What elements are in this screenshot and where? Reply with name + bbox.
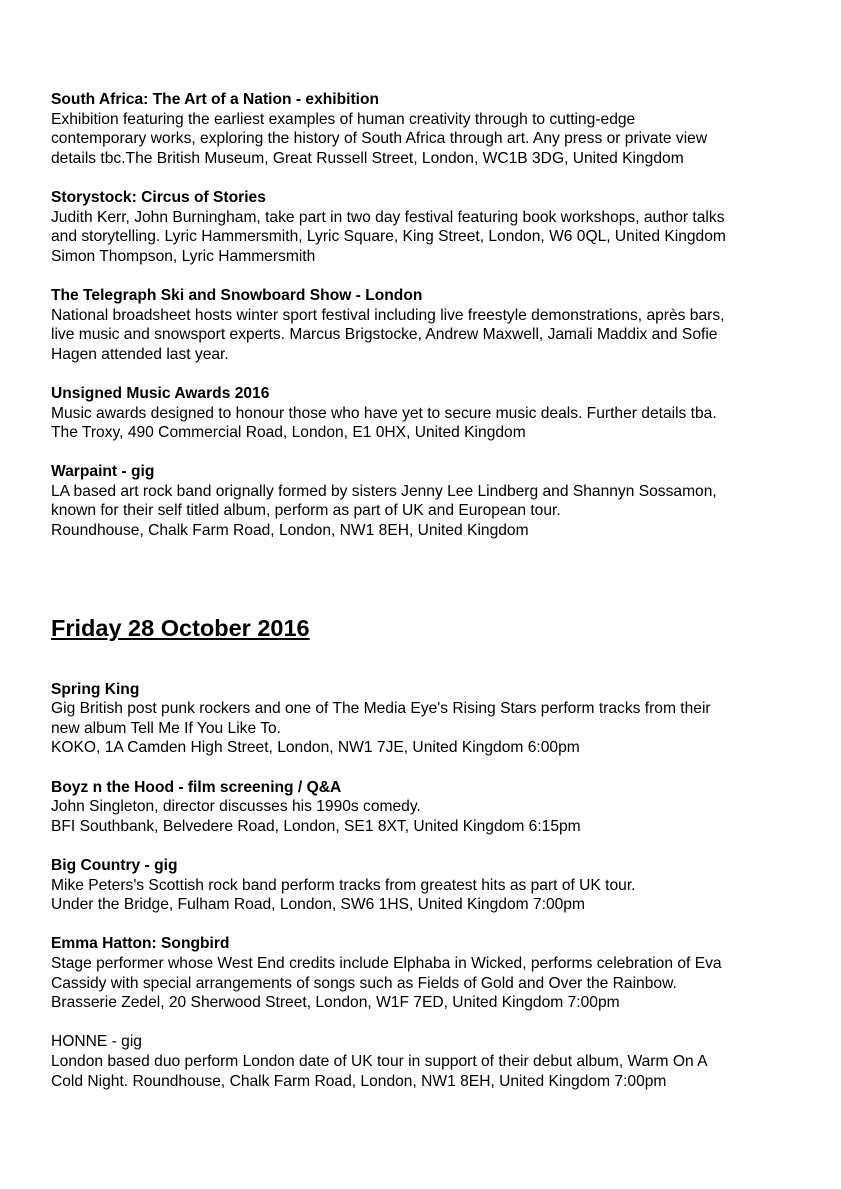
event-description-line: Gig British post punk rockers and one of The Media Eye's Rising Stars perform tracks from their <box>51 700 711 718</box>
event-list-after <box>51 680 811 1091</box>
event-title: Big Country - gig <box>51 857 178 874</box>
event-description-line: National broadsheet hosts winter sport festival including live freestyle demonstrations, après bars, <box>51 306 725 324</box>
event-description-line: John Singleton, director discusses his 1990s comedy. <box>51 798 421 816</box>
event-title: Warpaint - gig <box>51 463 155 481</box>
event-description-line: contemporary works, exploring the history of South Africa through art. Any press or private view <box>51 130 708 148</box>
event-title: Unsigned Music Awards 2016 <box>51 384 270 402</box>
event-entry <box>51 286 811 364</box>
event-title: Spring King <box>51 680 140 698</box>
event-title: Storystock: Circus of Stories <box>51 188 266 206</box>
event-entry <box>51 384 811 443</box>
event-title: HONNE - gig <box>51 1033 142 1051</box>
event-title: Boyz n the Hood - film screening / Q&A <box>51 778 342 796</box>
event-description-line: The Troxy, 490 Commercial Road, London, E1 0HX, United Kingdom <box>51 424 526 442</box>
event-description-line: Cold Night. Roundhouse, Chalk Farm Road, London, NW1 8EH, United Kingdom 7:00pm <box>51 1072 667 1090</box>
event-entry <box>51 778 811 837</box>
event-description-line: Simon Thompson, Lyric Hammersmith <box>51 247 316 265</box>
event-title: South Africa: The Art of a Nation - exhibition <box>51 91 380 108</box>
event-description-line: Exhibition featuring the earliest examples of human creativity through to cutting-edge <box>51 110 636 128</box>
day-heading: Friday 28 October 2016 <box>51 614 310 641</box>
event-description-line: KOKO, 1A Camden High Street, London, NW1 7JE, United Kingdom 6:00pm <box>51 739 580 757</box>
event-description-line: Stage performer whose West End credits include Elphaba in Wicked, performs celebration of Eva <box>51 954 722 972</box>
event-entry <box>51 856 811 915</box>
event-description-line: and storytelling. Lyric Hammersmith, Lyric Square, King Street, London, W6 0QL, United Kingdom <box>51 228 726 246</box>
event-description-line: Music awards designed to honour those who have yet to secure music deals. Further details tba. <box>51 404 717 422</box>
event-entry <box>51 188 811 266</box>
event-description-line: new album Tell Me If You Like To. <box>51 719 282 737</box>
event-description-line: LA based art rock band orignally formed by sisters Jenny Lee Lindberg and Shannyn Sossamon, <box>51 482 717 500</box>
event-entry <box>51 462 811 540</box>
event-description-line: BFI Southbank, Belvedere Road, London, SE1 8XT, United Kingdom 6:15pm <box>51 817 581 835</box>
event-description-line: Judith Kerr, John Burningham, take part in two day festival featuring book workshops, author talks <box>51 208 725 226</box>
event-list-before <box>51 90 811 541</box>
event-description-line: details tbc.The British Museum, Great Russell Street, London, WC1B 3DG, United Kingdom <box>51 149 684 167</box>
event-description-line: Mike Peters's Scottish rock band perform tracks from greatest hits as part of UK tour. <box>51 876 636 894</box>
event-entry <box>51 90 811 168</box>
event-description-line: live music and snowsport experts. Marcus Brigstocke, Andrew Maxwell, Jamali Maddix and Sofie <box>51 326 718 344</box>
event-entry <box>51 934 811 1012</box>
document-page <box>51 90 811 1111</box>
event-description-line: Cassidy with special arrangements of songs such as Fields of Gold and Over the Rainbow. <box>51 974 677 992</box>
event-description-line: Hagen attended last year. <box>51 345 229 363</box>
event-title: The Telegraph Ski and Snowboard Show - London <box>51 286 423 304</box>
event-entry <box>51 680 811 758</box>
event-entry <box>51 1032 811 1091</box>
event-description-line: Under the Bridge, Fulham Road, London, SW6 1HS, United Kingdom 7:00pm <box>51 896 585 914</box>
event-description-line: Brasserie Zedel, 20 Sherwood Street, London, W1F 7ED, United Kingdom 7:00pm <box>51 994 620 1012</box>
event-title: Emma Hatton: Songbird <box>51 935 230 953</box>
event-description-line: known for their self titled album, perform as part of UK and European tour. <box>51 502 561 520</box>
event-description-line: London based duo perform London date of UK tour in support of their debut album, Warm On A <box>51 1052 708 1070</box>
event-description-line: Roundhouse, Chalk Farm Road, London, NW1 8EH, United Kingdom <box>51 522 529 540</box>
